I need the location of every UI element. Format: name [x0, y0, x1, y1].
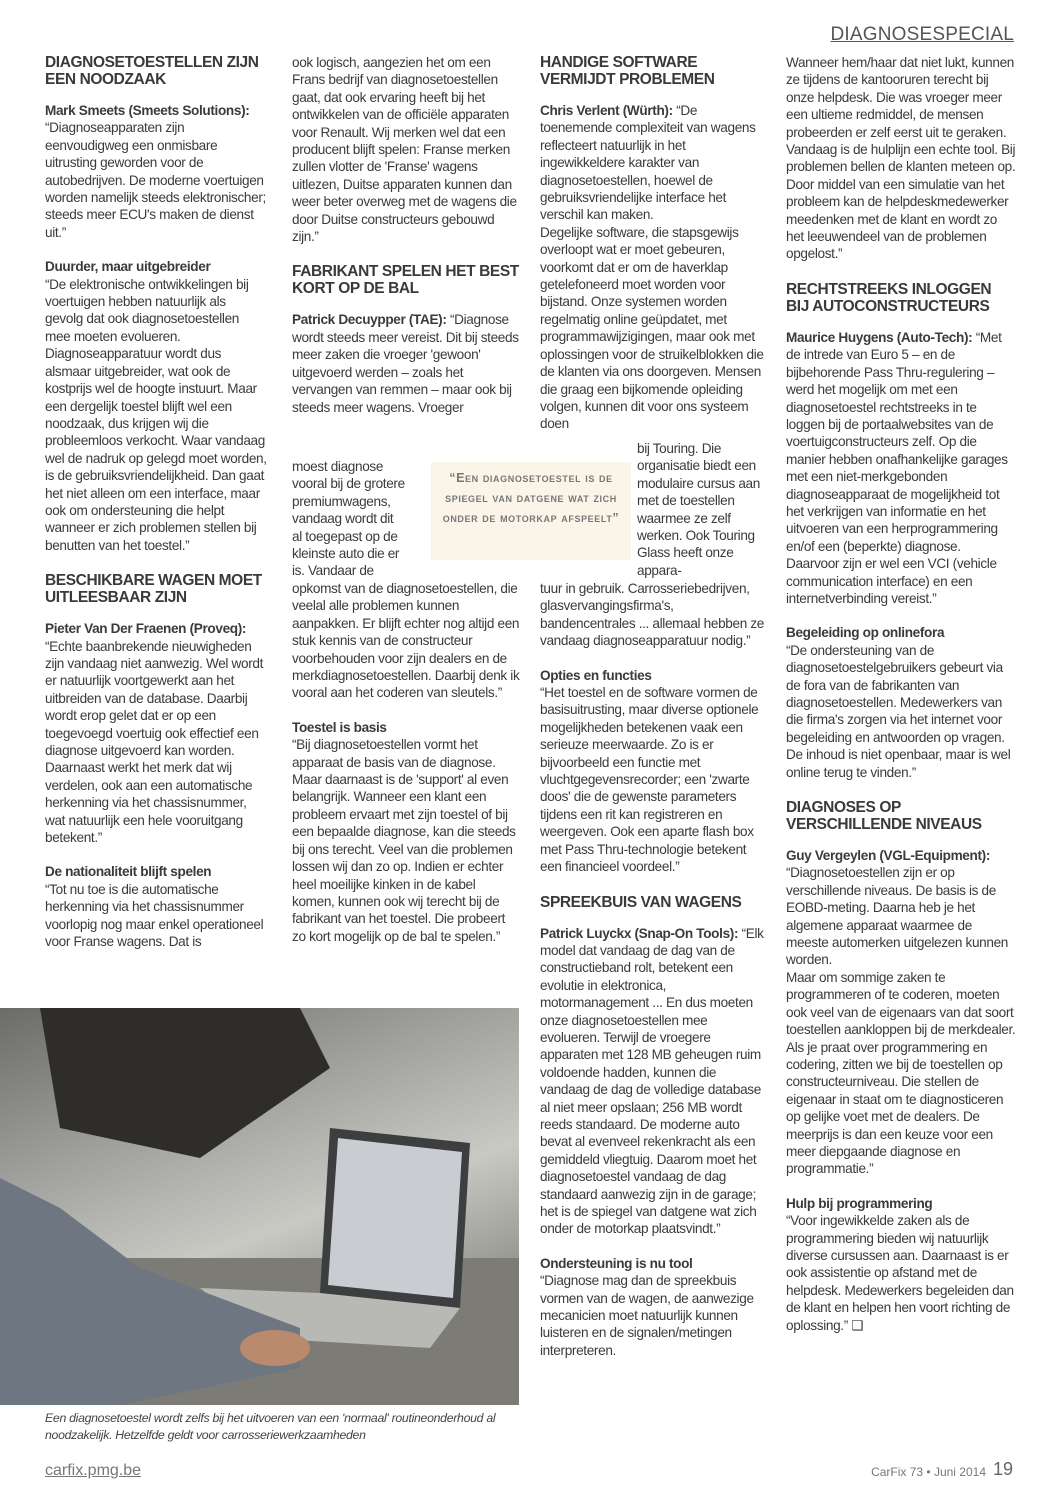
- paragraph: opkomst van de diagnosetoestellen, die veelal alle problemen kunnen aanpakken. Er blijft echter nog altijd een stuk kennis van de constructeur voorbehouden voor zijn dealers en de merkdiagnosetoestellen. Daarbij denk ik vooral aan het coderen van sleutels.”: [292, 581, 520, 701]
- paragraph: [540, 102, 766, 224]
- paragraph: “Diagnose mag dan de spreekbuis vormen van de wagen, de aanwezige mecanicien moet natuurlijk kunnen luisteren en de signalen/metingen interpreteren.: [540, 1273, 754, 1358]
- section-heading: FABRIKANT SPELEN HET BEST KORT OP DE BAL: [292, 263, 519, 298]
- column-1: [45, 54, 267, 950]
- subheading: De nationaliteit blijft spelen: [45, 864, 212, 880]
- subheading: Hulp bij programmering: [786, 1195, 933, 1211]
- column-4: [786, 54, 1016, 1334]
- column-3-wrap: [637, 440, 765, 579]
- subheading: Duurder, maar uitgebreider: [45, 259, 211, 275]
- paragraph: [45, 620, 267, 846]
- column-2-bottom: [292, 580, 520, 945]
- section-tag: DIAGNOSESPECIAL: [830, 24, 1014, 45]
- car-hood: [40, 1008, 330, 1158]
- speaker-name: Patrick Luyckx (Snap-On Tools):: [540, 925, 739, 941]
- column-3-top: [540, 54, 766, 433]
- speaker-name: Patrick Decuypper (TAE):: [292, 312, 447, 328]
- section-heading: SPREEKBUIS VAN WAGENS: [540, 893, 742, 911]
- section-heading: DIAGNOSETOESTELLEN ZIJN EEN NOODZAAK: [45, 54, 259, 88]
- paragraph: Degelijke software, die stapsgewijs overloopt wat er moet gebeuren, voorkomt dat er om de haverklap getelefoneerd moet worden voor bijstand. Onze systemen worden regelmatig online geüpdatet, met programmawijzigingen, maar ook met oplossingen voor de struikelblokken die de klanten via ons doorgeven. Mensen die graag een bijkomende opleiding volgen, kunnen dit voor ons systeem doen: [540, 224, 764, 432]
- subheading: Opties en functies: [540, 667, 652, 683]
- speaker-name: Mark Smeets (Smeets Solutions):: [45, 103, 250, 118]
- subheading: Toestel is basis: [292, 719, 387, 735]
- page-number: 19: [992, 1459, 1013, 1479]
- column-2-top: [292, 54, 520, 416]
- section-heading: BESCHIKBARE WAGEN MOET UITLEESBAAR ZIJN: [45, 572, 262, 607]
- paragraph: Maar om sommige zaken te programmeren of te coderen, moeten ook veel van de eigenaars van dat soort toestellen aankloppen bij de merkdealer. Als je praat over programmering en codering, zitten we bij de toestellen op constructeurniveau. Die stellen de eigenaar in staat om te diagnosticeren op gelijke voet met de dealers. De meerprijs is dan een keuze voor een meer diepgaande diagnose en programmatie.”: [786, 969, 1016, 1177]
- paragraph: bij Touring. Die organisatie biedt een modulaire cursus aan met de toestellen waarmee ze zelf werken. Ook Touring Glass heeft onze appara-: [637, 441, 760, 578]
- speaker-name: Guy Vergeylen (VGL-Equipment):: [786, 848, 991, 864]
- section-heading: RECHTSTREEKS INLOGGEN BIJ AUTOCONSTRUCTEURS: [786, 280, 992, 315]
- paragraph: “Bij diagnosetoestellen vormt het apparaat de basis van de diagnose. Maar daarnaast is de 'support' al even belangrijk. Wanneer een klant een probleem ervaart met zijn toestel of bij een bepaalde diagnose, kan die steeds bij ons terecht. Veel van die problemen lossen wij dan zo op. Indien er echter heel moeilijke kinken in de kabel komen, kunnen ook wij terecht bij de fabrikant van het toestel. Die probeert zo kort mogelijk op de bal te spelen.”: [292, 737, 516, 944]
- paragraph: moest diagnose vooral bij de grotere premiumwagens, vandaag wordt dit al toegepast op de kleinste auto die er is. Vandaar de: [292, 459, 405, 579]
- section-heading: HANDIGE SOFTWARE VERMIJDT PROBLEMEN: [540, 54, 715, 88]
- paragraph: “Het toestel en de software vormen de basisuitrusting, maar diverse optionele mogelijkheden betekenen vaak een serieuze meerwaarde. Zo is er bijvoorbeeld een functie met vluchtgegevensrecorder; een 'zwarte doos' die de gewenste parameters tijdens een rit kan registreren en weergeven. Ook een aparte flash box met Pass Thru-technologie betekent een financieel voordeel.”: [540, 685, 759, 875]
- quote-text: “Echte baanbrekende nieuwigheden zijn vandaag niet aanwezig. Wel wordt er natuurlijk voortgewerkt aan het uitbreiden van de database. Daarbij wordt erop gelet dat er op een toegevoegd voertuig ook effectief een diagnose uitgevoerd kan worden. Daarnaast werkt het merk dat wij verdelen, ook aan een automatische herkenning via het chassisnummer, wat natuurlijk een hele vooruitgang betekent.”: [45, 638, 264, 846]
- photo-caption: Een diagnosetoestel wordt zelfs bij het uitvoeren van een 'normaal' routineonderhoud al noodzakelijk. Hetzelfde geldt voor carrosseriewerkzaamheden: [45, 1411, 496, 1442]
- quote-text: “Diagnose wordt steeds meer vereist. Dit bij steeds meer zaken die vroeger 'gewoon' uitgevoerd werden – zoals het vervangen van remmen – maar ook bij steeds meer wagens. Vroeger: [292, 312, 519, 415]
- paragraph: “Voor ingewikkelde zaken als de programmering bieden wij natuurlijk diverse cursussen aan. Daarnaast is er ook assistentie op afstand met de helpdesk. Medewerkers begeleiden dan de klant en helpen hen voort richting de oplossing.” ❑: [786, 1213, 1014, 1333]
- column-3-bottom: [540, 580, 766, 1359]
- paragraph: [45, 102, 267, 241]
- paragraph: “Tot nu toe is die automatische herkenning via het chassisnummer voorlopig nog maar enkel operationeel voor Franse wagens. Dat is: [45, 881, 264, 950]
- quote-text: “Met de intrede van Euro 5 – en de bijbehorende Pass Thru-regulering – werd het mogelijk om met een diagnosetoestel rechtstreeks in te loggen bij de portaalwebsites van de voertuigconstructeurs zelf. Op die manier hebben onafhankelijke garages met een niet-merkgebonden diagnoseapparaat de mogelijkheid tot het verkrijgen van informatie en het uitvoeren van een herprogrammering en/of een (beperkte) diagnose. Daarvoor zijn er wel een VCI (vehicle communication interface) en een internetverbinding vereist.”: [786, 329, 1008, 606]
- footer-issue: CarFix 73 • Juni 2014: [871, 1465, 986, 1479]
- paragraph: “De elektronische ontwikkelingen bij voertuigen hebben natuurlijk als gevolg dat ook diagnosetoestellen mee moeten evolueren. Diagnoseapparatuur wordt dus alsmaar uitgebreider, wat ook de kostprijs wel de hoogte instuurt. Maar een dergelijk toestel blijft wel een noodzaak, dus krijgen wij die probleemloos verkocht. Waar vandaag wel de nadruk op gelegd moet worden, is de gebruiksvriendelijkheid. Dan gaat het niet alleen om een interface, maar ook om ondersteuning die helpt wanneer er zich problemen stellen bij benutten van het toestel.”: [45, 276, 267, 553]
- paragraph: Wanneer hem/haar dat niet lukt, kunnen ze tijdens de kantooruren terecht bij onze helpdesk. Die was vroeger meer een ultieme redmiddel, de mensen probeerden er zelf eerst uit te geraken. Vandaag is de hulplijn een echte tool. Bij problemen bellen de klanten meteen op. Door middel van een simulatie van het probleem kan de helpdeskmedewerker meedenken met de klant en wordt zo het leeuwendeel van de problemen opgelost.”: [786, 55, 1016, 262]
- speaker-name: Chris Verlent (Würth):: [540, 103, 673, 118]
- paragraph: [786, 847, 1016, 969]
- quote-text: “De toenemende complexiteit van wagens reflecteert natuurlijk in het ingewikkeldere karakter van diagnosetoestellen, hoewel de gebruiksvriendelijke interface het verschil kan maken.: [540, 103, 756, 223]
- section-heading: DIAGNOSES OP VERSCHILLENDE NIVEAUS: [786, 799, 982, 834]
- paragraph: [292, 311, 520, 415]
- speaker-name: Maurice Huygens (Auto-Tech):: [786, 329, 973, 345]
- pull-quote: “Een diagnosetoestel is de spiegel van datgene wat zich onder de motorkap afspeelt”: [431, 462, 631, 560]
- paragraph: [786, 329, 1016, 608]
- subheading: Ondersteuning is nu tool: [540, 1255, 693, 1271]
- column-2-wrap: [292, 458, 406, 580]
- quote-text: “Diagnosetoestellen zijn er op verschillende niveaus. De basis is de EOBD-meting. Daarna heb je het algemene apparaat waarmee de meeste automerken uitgelezen kunnen worden.: [786, 865, 1009, 968]
- laptop-display: [328, 1138, 462, 1298]
- photo-mechanic-laptop: [0, 1008, 519, 1405]
- photo-illustration: [0, 1008, 519, 1405]
- paragraph: ook logisch, aangezien het om een Frans bedrijf van diagnosetoestellen gaat, dat ook ervaring heeft bij het ontwikkelen van de officiële apparaten voor Renault. Wij merken wel dat een producent blijft spelen: Franse merken zullen vlotter de 'Franse' wagens uitlezen, Duitse apparaten kunnen dan weer beter overweg met de wagens die door Duitse constructeurs gebouwd zijn.”: [292, 55, 517, 245]
- quote-text: “Elk model dat vandaag de dag van de constructieband rolt, betekent een evolutie in elektronica, motormanagement ... En dus moeten onze diagnosetoestellen mee evolueren. Terwijl de vroegere apparaten met 128 MB geheugen ruim voldoende hadden, kunnen die vandaag de dag de volledige database al niet meer opslaan; 256 MB wordt reeds standaard. De moderne auto bevat al evenveel rekenkracht als een gemiddeld vliegtuig. Daarom moet het diagnosetoestel vandaag de dag standaard aanwezig zijn in de garage; het is de spiegel van datgene wat zich onder de motorkap plaatsvindt.”: [540, 925, 764, 1237]
- quote-text: “Diagnoseapparaten zijn eenvoudigweg een onmisbare uitrusting geworden voor de autobedrijven. De moderne voertuigen worden namelijk steeds elektronischer; steeds meer ECU's maken de dienst uit.”: [45, 120, 266, 240]
- subheading: Begeleiding op onlinefora: [786, 625, 945, 641]
- paragraph: tuur in gebruik. Carrosseriebedrijven, glasvervangingsfirma's, bandencentrales ... allemaal hebben ze vandaag diagnoseapparatuur nodig.”: [540, 581, 765, 649]
- footer-website-link[interactable]: carfix.pmg.be: [45, 1462, 142, 1479]
- paragraph: [540, 925, 766, 1238]
- paragraph: “De ondersteuning van de diagnosetoestelgebruikers gebeurt via de fora van de fabrikanten van diagnosetoestellen. Medewerkers van die firma's zorgen via het internet voor begeleiding en antwoorden op vragen. De inhoud is niet openbaar, maar is wel online terug te vinden.”: [786, 642, 1011, 780]
- mechanic-hand: [240, 1330, 310, 1366]
- speaker-name: Pieter Van Der Fraenen (Proveq):: [45, 621, 247, 637]
